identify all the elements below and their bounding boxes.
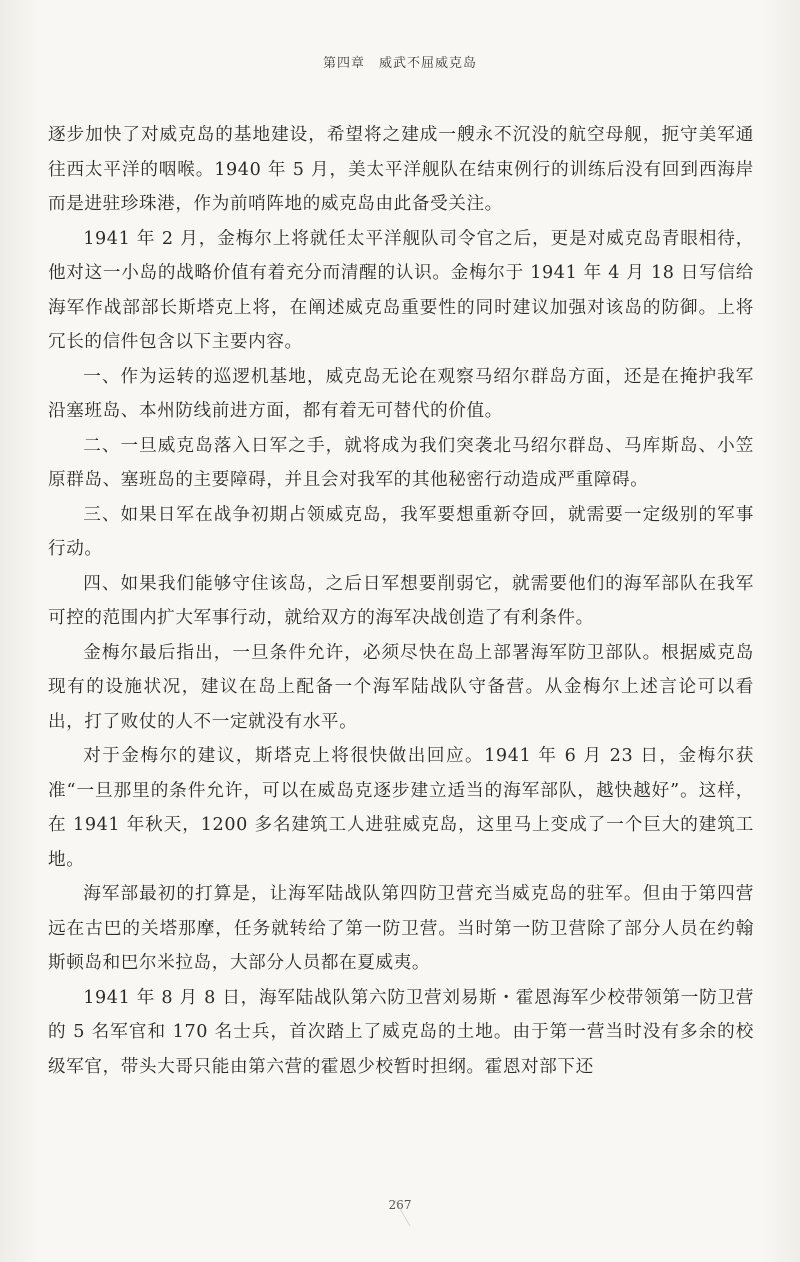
paragraph: 四、如果我们能够守住该岛，之后日军想要削弱它，就需要他们的海军部队在我军可控的范围内扩大军事行动，就给双方的海军决战创造了有利条件。	[48, 573, 754, 628]
paragraph: 三、如果日军在战争初期占领威克岛，我军要想重新夺回，就需要一定级别的军事行动。	[48, 504, 754, 559]
paragraph: 1941 年 8 月 8 日，海军陆战队第六防卫营刘易斯・霍恩海军少校带领第一防卫营的 5 名军官和 170 名士兵，首次踏上了威克岛的土地。由于第一营当时没有多余的校级军官，带头大哥只能由第六营的霍恩少校暂时担纲。霍恩对部下还	[48, 987, 754, 1077]
paragraph: 金梅尔最后指出，一旦条件允许，必须尽快在岛上部署海军防卫部队。根据威克岛现有的设施状况，建议在岛上配备一个海军陆战队守备营。从金梅尔上述言论可以看出，打了败仗的人不一定就没有水平。	[48, 642, 754, 732]
page-number: 267	[388, 1198, 412, 1212]
paragraph: 二、一旦威克岛落入日军之手，就将成为我们突袭北马绍尔群岛、马库斯岛、小笠原群岛、塞班岛的主要障碍，并且会对我军的其他秘密行动造成严重障碍。	[48, 435, 754, 490]
paragraph: 海军部最初的打算是，让海军陆战队第四防卫营充当威克岛的驻军。但由于第四营远在古巴的关塔那摩，任务就转给了第一防卫营。当时第一防卫营除了部分人员在约翰斯顿岛和巴尔米拉岛，大部分人员都在夏威夷。	[48, 884, 754, 973]
paragraph: 一、作为运转的巡逻机基地，威克岛无论在观察马绍尔群岛方面，还是在掩护我军沿塞班岛、本州防线前进方面，都有着无可替代的价值。	[48, 366, 754, 421]
paragraph: 对于金梅尔的建议，斯塔克上将很快做出回应。1941 年 6 月 23 日，金梅尔获准“一旦那里的条件允许，可以在威岛克逐步建立适当的海军部队，越快越好”。这样，在 1941 年秋天，1200 多名建筑工人进驻威克岛，这里马上变成了一个巨大的建筑工地。	[48, 746, 754, 870]
running-header: 第四章 威武不屈威克岛	[322, 56, 477, 71]
paragraph: 逐步加快了对威克岛的基地建设，希望将之建成一艘永不沉没的航空母舰，扼守美军通往西太平洋的咽喉。1940 年 5 月，美太平洋舰队在结束例行的训练后没有回到西海岸而是进驻珍珠港，作为前哨阵地的威克岛由此备受关注。	[48, 125, 754, 214]
body-text	[48, 118, 754, 1084]
paragraph: 1941 年 2 月，金梅尔上将就任太平洋舰队司令官之后，更是对威克岛青眼相待，他对这一小岛的战略价值有着充分而清醒的认识。金梅尔于 1941 年 4 月 18 日写信给海军作战部部长斯塔克上将，在阐述威克岛重要性的同时建议加强对该岛的防御。上将冗长的信件包含以下主要内容。	[48, 228, 754, 352]
